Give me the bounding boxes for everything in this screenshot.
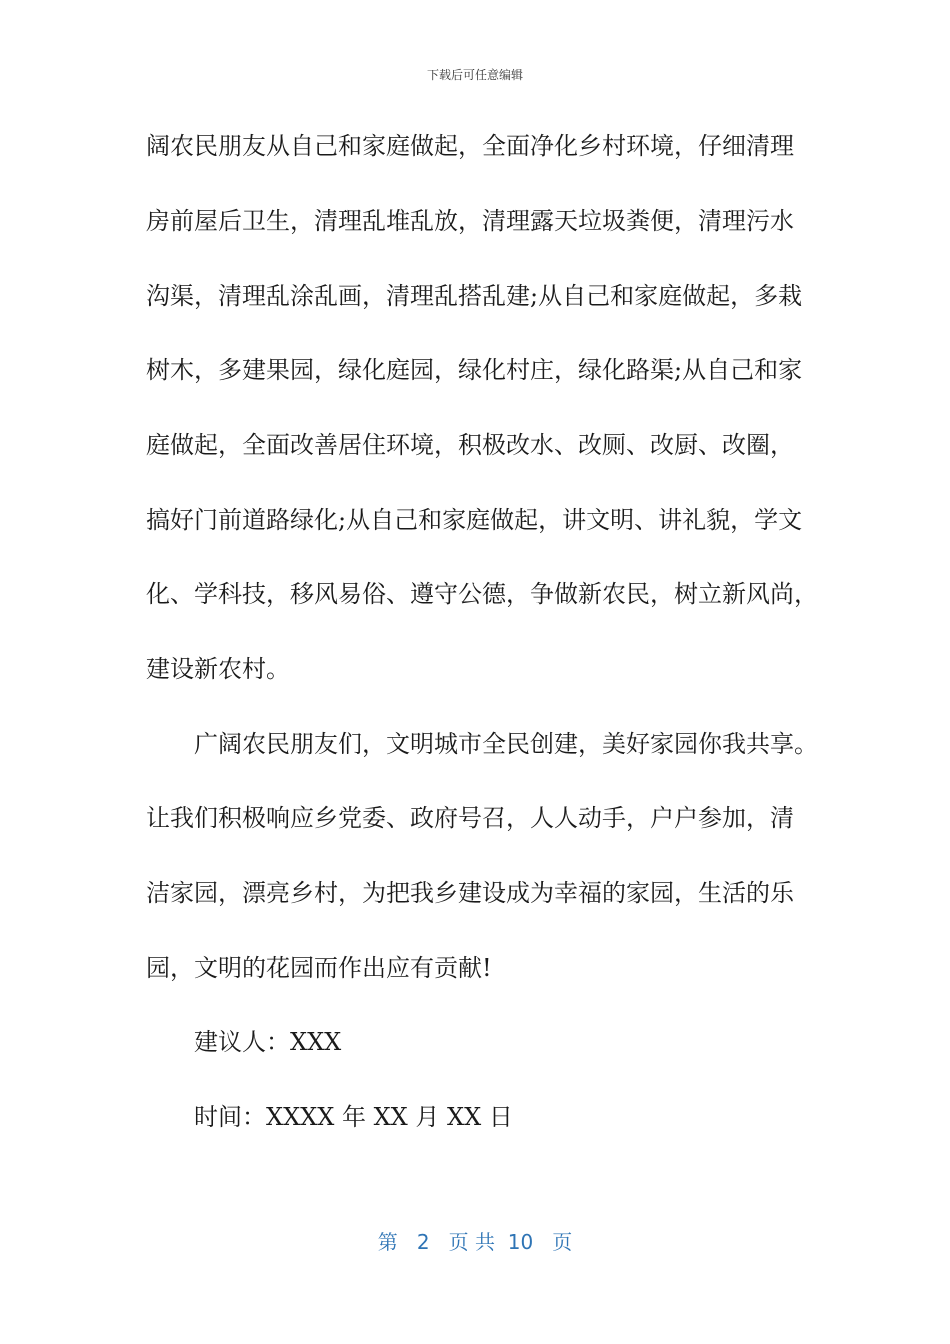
paragraph-line: 沟渠，清理乱涂乱画，清理乱搭乱建;从自己和家庭做起，多栽: [146, 282, 803, 310]
paragraph-line: 建设新农村。: [146, 655, 290, 683]
footer-prefix: 第: [377, 1230, 398, 1254]
paragraph-line: 洁家园，漂亮乡村，为把我乡建设成为幸福的家园，生活的乐: [146, 879, 794, 907]
paragraph-line: 树木，多建果园，绿化庭园，绿化村庄，绿化路渠;从自己和家: [146, 356, 803, 384]
total-pages: 10: [507, 1230, 534, 1254]
paragraph-line: 园，文明的花园而作出应有贡献!: [146, 954, 492, 982]
header-note: 下载后可任意编辑: [426, 68, 523, 82]
paragraph-line: 庭做起，全面改善居住环境，积极改水、改厕、改厨、改圈，: [146, 431, 794, 459]
proposer-line: 建议人：XXX: [194, 1028, 342, 1056]
paragraph-line: 化、学科技，移风易俗、遵守公德，争做新农民，树立新风尚，: [146, 580, 818, 608]
page-footer: [0, 1226, 950, 1255]
footer-middle: 页 共: [448, 1230, 495, 1254]
paragraph-line: 阔农民朋友从自己和家庭做起，全面净化乡村环境，仔细清理: [146, 132, 794, 160]
date-line: 时间：XXXX 年 XX 月 XX 日: [194, 1103, 513, 1131]
paragraph-line: 广阔农民朋友们，文明城市全民创建，美好家园你我共享。: [194, 730, 818, 758]
paragraph-line: 让我们积极响应乡党委、政府号召，人人动手，户户参加，清: [146, 804, 794, 832]
page-number: 2: [416, 1230, 430, 1254]
footer-suffix: 页: [552, 1230, 573, 1254]
paragraph-line: 搞好门前道路绿化;从自己和家庭做起，讲文明、讲礼貌，学文: [146, 506, 803, 534]
paragraph-line: 房前屋后卫生，清理乱堆乱放，清理露天垃圾粪便，清理污水: [146, 207, 794, 235]
